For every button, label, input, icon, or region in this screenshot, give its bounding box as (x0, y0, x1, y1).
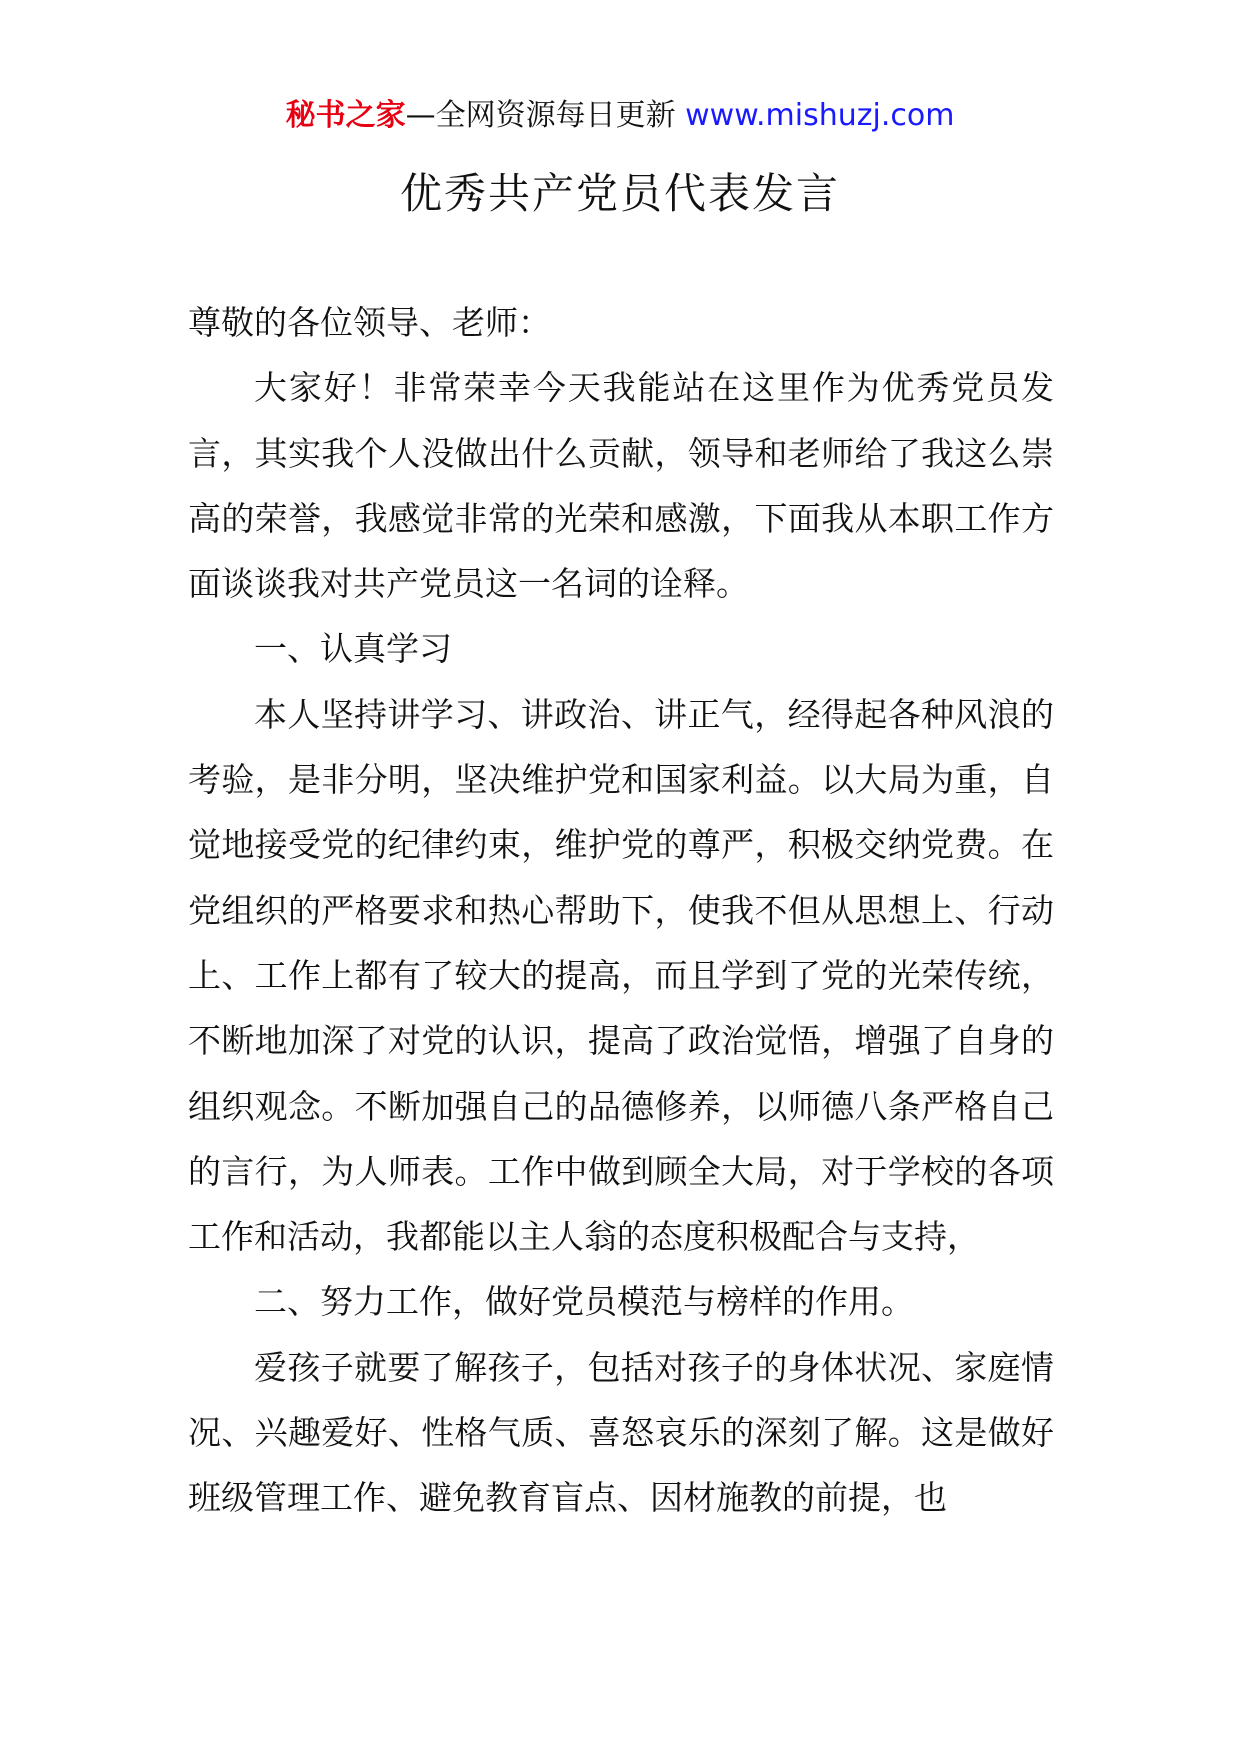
document-title: 优秀共产党员代表发言 (399, 169, 840, 218)
paragraph-work: 爱孩子就要了解孩子，包括对孩子的身体状况、家庭情况、兴趣爱好、性格气质、喜怒哀乐的深刻了解。这是做好班级管理工作、避免教育盲点、因材施教的前提，也 (188, 1347, 1054, 1518)
salutation: 尊敬的各位领导、老师： (188, 303, 551, 342)
site-url-link[interactable]: www.mishuzj.com (685, 98, 955, 133)
site-header (0, 96, 1240, 136)
paragraph-opening: 大家好！非常荣幸今天我能站在这里作为优秀党员发言，其实我个人没做出什么贡献，领导和老师给了我这么崇高的荣誉，我感觉非常的光荣和感激，下面我从本职工作方面谈谈我对共产党员这一名词的诠释。 (188, 368, 1054, 604)
section-heading-work: 二、努力工作，做好党员模范与榜样的作用。 (254, 1282, 914, 1322)
section-heading-study: 一、认真学习 (254, 629, 452, 669)
document-body (188, 290, 1054, 1531)
site-tagline: —全网资源每日更新 (405, 98, 676, 133)
site-brand: 秘书之家 (285, 98, 406, 133)
paragraph-study: 本人坚持讲学习、讲政治、讲正气，经得起各种风浪的考验，是非分明，坚决维护党和国家利益。以大局为重，自觉地接受党的纪律约束，维护党的尊严，积极交纳党费。在党组织的严格要求和热心帮助下，使我不但从思想上、行动上、工作上都有了较大的提高，而且学到了党的光荣传统，不断地加深了对党的认识，提高了政治觉悟，增强了自身的组织观念。不断加强自己的品德修养，以师德八条严格自己的言行，为人师表。工作中做到顾全大局，对于学校的各项工作和活动，我都能以主人翁的态度积极配合与支持， (188, 694, 1054, 1257)
